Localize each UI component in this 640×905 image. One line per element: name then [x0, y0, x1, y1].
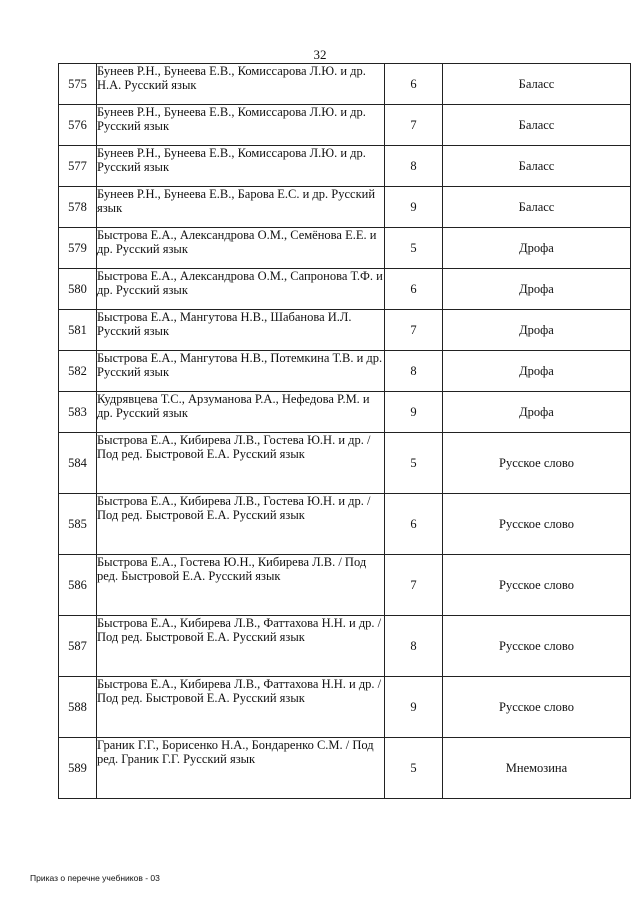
- publisher: Русское слово: [443, 494, 631, 555]
- authors-title: Быстрова Е.А., Александрова О.М., Сапронова Т.Ф. и др. Русский язык: [97, 269, 385, 310]
- grade: 8: [385, 146, 443, 187]
- authors-title: Быстрова Е.А., Кибирева Л.В., Фаттахова Н.Н. и др. / Под ред. Быстровой Е.А. Русский язык: [97, 677, 385, 738]
- table-row: [59, 616, 631, 677]
- row-number: 583: [59, 392, 97, 433]
- grade: 7: [385, 310, 443, 351]
- publisher: Русское слово: [443, 677, 631, 738]
- publisher: Дрофа: [443, 310, 631, 351]
- grade: 6: [385, 494, 443, 555]
- table-row: [59, 351, 631, 392]
- table-row: [59, 146, 631, 187]
- publisher: Русское слово: [443, 616, 631, 677]
- authors-title: Граник Г.Г., Борисенко Н.А., Бондаренко С.М. / Под ред. Граник Г.Г. Русский язык: [97, 738, 385, 799]
- table-row: [59, 269, 631, 310]
- grade: 7: [385, 105, 443, 146]
- row-number: 586: [59, 555, 97, 616]
- row-number: 589: [59, 738, 97, 799]
- grade: 5: [385, 738, 443, 799]
- grade: 8: [385, 351, 443, 392]
- grade: 5: [385, 433, 443, 494]
- table-row: [59, 494, 631, 555]
- table-row: [59, 105, 631, 146]
- row-number: 582: [59, 351, 97, 392]
- grade: 6: [385, 64, 443, 105]
- authors-title: Бунеев Р.Н., Бунеева Е.В., Комиссарова Л.Ю. и др. Русский язык: [97, 146, 385, 187]
- row-number: 576: [59, 105, 97, 146]
- publisher: Мнемозина: [443, 738, 631, 799]
- publisher: Русское слово: [443, 555, 631, 616]
- page-number: 32: [313, 47, 327, 62]
- textbook-table: [58, 63, 631, 799]
- authors-title: Бунеев Р.Н., Бунеева Е.В., Барова Е.С. и др. Русский язык: [97, 187, 385, 228]
- grade: 7: [385, 555, 443, 616]
- authors-title: Бунеев Р.Н., Бунеева Е.В., Комиссарова Л.Ю. и др. Н.А. Русский язык: [97, 64, 385, 105]
- authors-title: Быстрова Е.А., Мангутова Н.В., Шабанова И.Л. Русский язык: [97, 310, 385, 351]
- publisher: Дрофа: [443, 228, 631, 269]
- publisher: Баласс: [443, 64, 631, 105]
- grade: 9: [385, 677, 443, 738]
- table-row: [59, 228, 631, 269]
- publisher: Дрофа: [443, 392, 631, 433]
- row-number: 581: [59, 310, 97, 351]
- row-number: 584: [59, 433, 97, 494]
- row-number: 577: [59, 146, 97, 187]
- publisher: Баласс: [443, 146, 631, 187]
- table-row: [59, 64, 631, 105]
- row-number: 587: [59, 616, 97, 677]
- publisher: Дрофа: [443, 351, 631, 392]
- table-row: [59, 738, 631, 799]
- authors-title: Быстрова Е.А., Кибирева Л.В., Гостева Ю.Н. и др. / Под ред. Быстровой Е.А. Русский язык: [97, 433, 385, 494]
- grade: 8: [385, 616, 443, 677]
- grade: 9: [385, 187, 443, 228]
- publisher: Дрофа: [443, 269, 631, 310]
- table-row: [59, 187, 631, 228]
- authors-title: Быстрова Е.А., Кибирева Л.В., Гостева Ю.Н. и др. / Под ред. Быстровой Е.А. Русский язык: [97, 494, 385, 555]
- table-row: [59, 677, 631, 738]
- table-row: [59, 310, 631, 351]
- row-number: 579: [59, 228, 97, 269]
- publisher: Баласс: [443, 105, 631, 146]
- table-row: [59, 433, 631, 494]
- publisher: Русское слово: [443, 433, 631, 494]
- publisher: Баласс: [443, 187, 631, 228]
- authors-title: Быстрова Е.А., Гостева Ю.Н., Кибирева Л.В. / Под ред. Быстровой Е.А. Русский язык: [97, 555, 385, 616]
- grade: 9: [385, 392, 443, 433]
- row-number: 585: [59, 494, 97, 555]
- footer-note: Приказ о перечне учебников - 03: [30, 873, 160, 883]
- authors-title: Кудрявцева Т.С., Арзуманова Р.А., Нефедова Р.М. и др. Русский язык: [97, 392, 385, 433]
- authors-title: Быстрова Е.А., Александрова О.М., Семёнова Е.Е. и др. Русский язык: [97, 228, 385, 269]
- authors-title: Быстрова Е.А., Кибирева Л.В., Фаттахова Н.Н. и др. / Под ред. Быстровой Е.А. Русский язык: [97, 616, 385, 677]
- grade: 5: [385, 228, 443, 269]
- table-row: [59, 392, 631, 433]
- authors-title: Бунеев Р.Н., Бунеева Е.В., Комиссарова Л.Ю. и др. Русский язык: [97, 105, 385, 146]
- table-row: [59, 555, 631, 616]
- row-number: 578: [59, 187, 97, 228]
- row-number: 580: [59, 269, 97, 310]
- authors-title: Быстрова Е.А., Мангутова Н.В., Потемкина Т.В. и др. Русский язык: [97, 351, 385, 392]
- row-number: 575: [59, 64, 97, 105]
- grade: 6: [385, 269, 443, 310]
- row-number: 588: [59, 677, 97, 738]
